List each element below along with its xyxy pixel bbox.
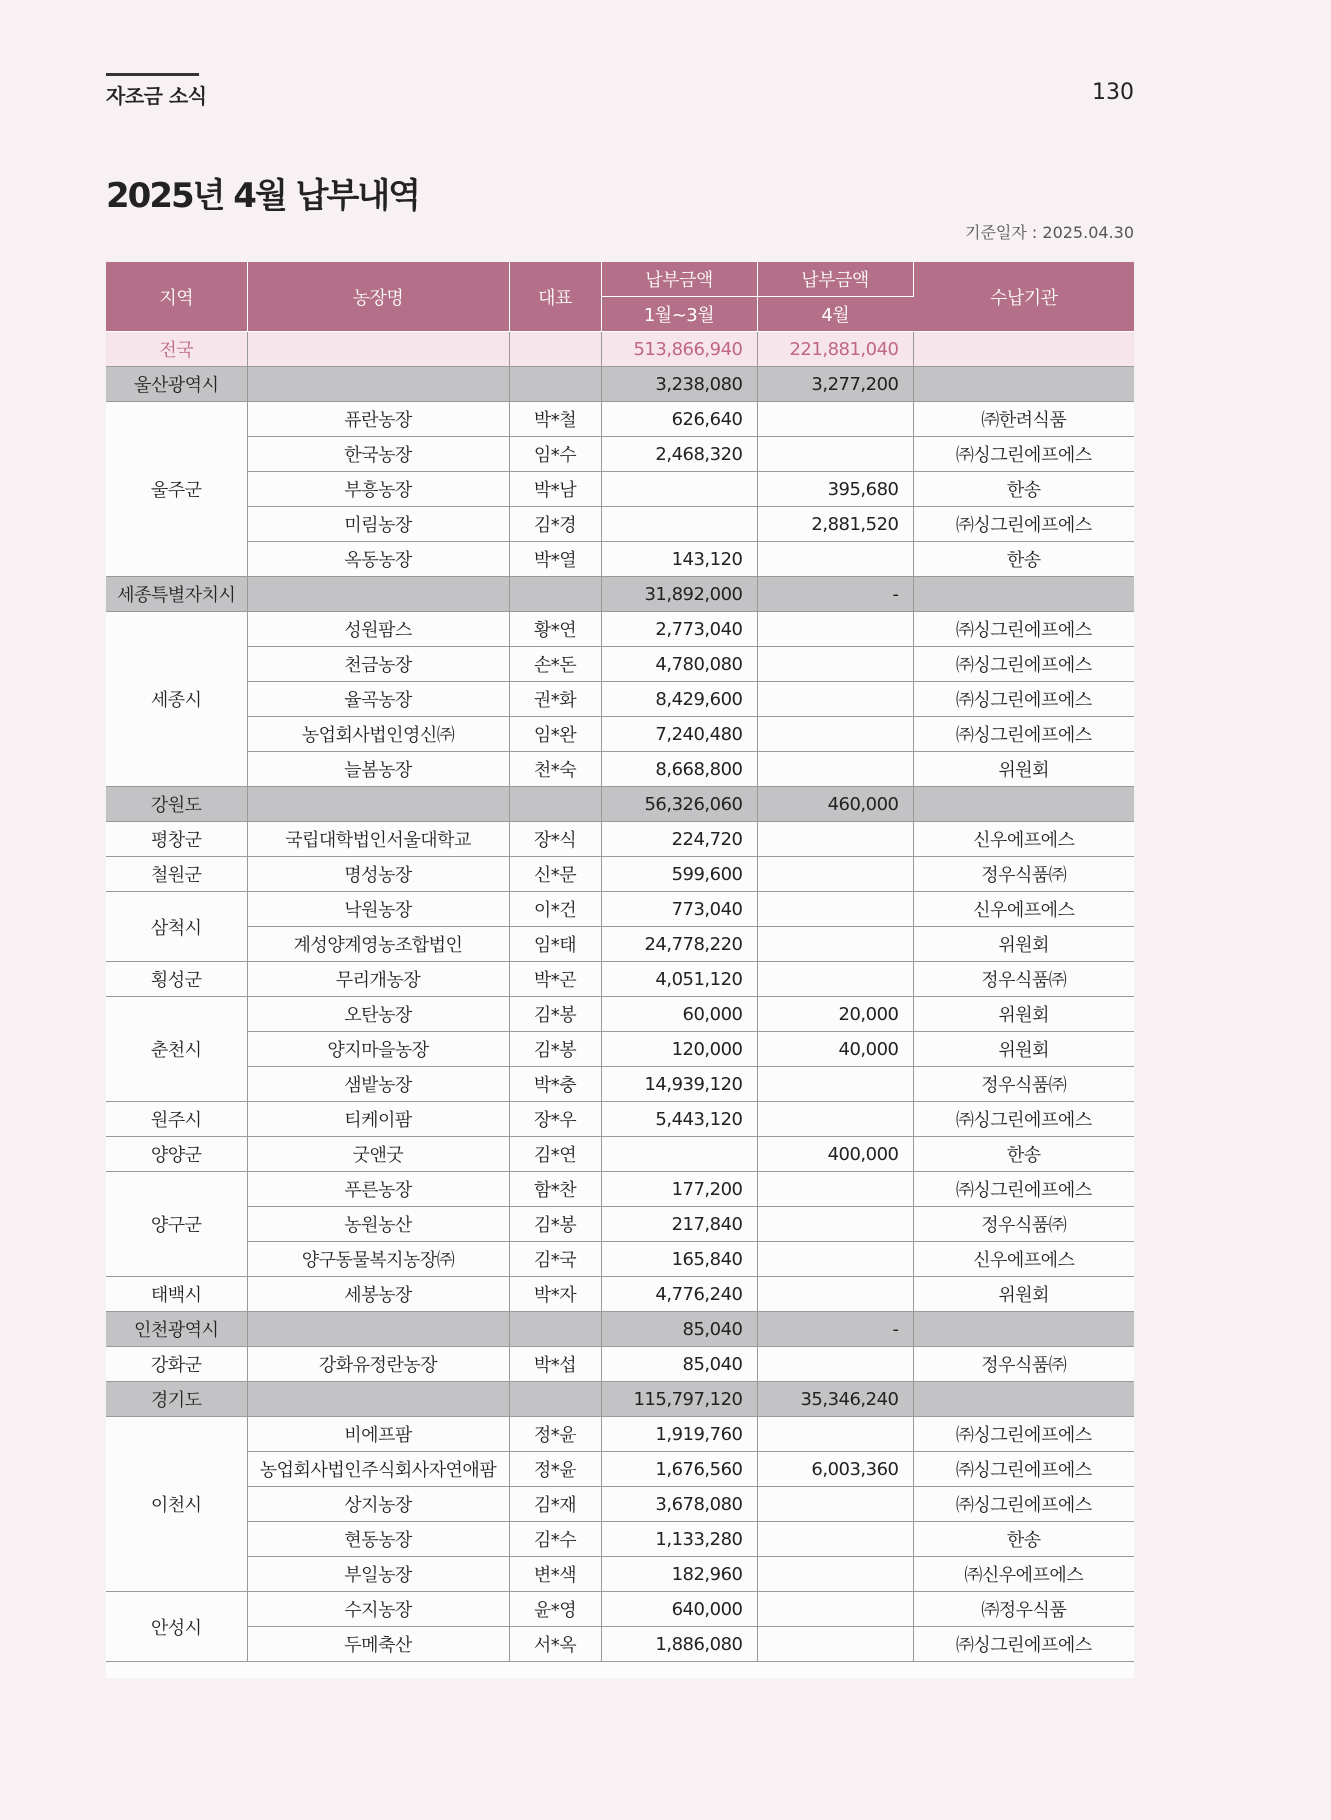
amount-q1-cell: 165,840 [601, 1242, 757, 1277]
amount-q1-cell: 2,773,040 [601, 612, 757, 647]
farm-name-cell: 강화유정란농장 [247, 1347, 509, 1382]
region-cell: 강원도 [106, 787, 247, 822]
representative-cell: 임*수 [509, 437, 601, 472]
representative-cell: 박*충 [509, 1067, 601, 1102]
farm-name-cell: 양지마을농장 [247, 1032, 509, 1067]
agency-cell: ㈜싱그린에프에스 [913, 1172, 1134, 1207]
farm-name-cell: 오탄농장 [247, 997, 509, 1032]
amount-q1-cell: 115,797,120 [601, 1382, 757, 1417]
agency-cell: 위원회 [913, 752, 1134, 787]
farm-name-cell [247, 1312, 509, 1347]
farm-name-cell: 율곡농장 [247, 682, 509, 717]
region-cell: 태백시 [106, 1277, 247, 1312]
province-row [106, 787, 1134, 822]
farm-name-cell: 늘봄농장 [247, 752, 509, 787]
farm-name-cell: 두메축산 [247, 1627, 509, 1662]
agency-cell: 신우에프에스 [913, 1242, 1134, 1277]
farm-name-cell: 농업회사법인영신㈜ [247, 717, 509, 752]
farm-name-cell: 계성양계영농조합법인 [247, 927, 509, 962]
representative-cell: 정*윤 [509, 1417, 601, 1452]
table-row [106, 1137, 1134, 1172]
amount-apr-cell: 3,277,200 [757, 367, 913, 402]
representative-cell: 임*태 [509, 927, 601, 962]
agency-cell: ㈜싱그린에프에스 [913, 717, 1134, 752]
agency-cell [913, 1312, 1134, 1347]
table-row [106, 1242, 1134, 1277]
agency-cell: 위원회 [913, 997, 1134, 1032]
amount-apr-cell [757, 1172, 913, 1207]
agency-cell [913, 577, 1134, 612]
amount-apr-cell: 20,000 [757, 997, 913, 1032]
agency-cell [913, 787, 1134, 822]
table-row [106, 542, 1134, 577]
representative-cell: 정*윤 [509, 1452, 601, 1487]
amount-apr-cell: 395,680 [757, 472, 913, 507]
amount-q1-cell: 1,676,560 [601, 1452, 757, 1487]
table-row [106, 892, 1134, 927]
province-row [106, 367, 1134, 402]
amount-q1-cell: 773,040 [601, 892, 757, 927]
amount-apr-cell [757, 1067, 913, 1102]
amount-apr-cell [757, 822, 913, 857]
region-cell: 울주군 [106, 402, 247, 577]
region-cell: 이천시 [106, 1417, 247, 1592]
amount-apr-cell [757, 962, 913, 997]
table-row [106, 717, 1134, 752]
region-cell: 인천광역시 [106, 1312, 247, 1347]
table-row [106, 402, 1134, 437]
amount-q1-cell: 8,429,600 [601, 682, 757, 717]
header-rule [106, 73, 199, 76]
farm-name-cell [247, 332, 509, 367]
farm-name-cell: 푸른농장 [247, 1172, 509, 1207]
amount-q1-cell: 143,120 [601, 542, 757, 577]
agency-cell: 한송 [913, 1137, 1134, 1172]
agency-cell: ㈜싱그린에프에스 [913, 1102, 1134, 1137]
farm-name-cell: 한국농장 [247, 437, 509, 472]
region-cell: 안성시 [106, 1592, 247, 1662]
page-title: 2025년 4월 납부내역 [106, 176, 420, 216]
region-cell: 전국 [106, 332, 247, 367]
amount-apr-cell [757, 1417, 913, 1452]
amount-apr-cell [757, 1487, 913, 1522]
amount-apr-cell [757, 1242, 913, 1277]
farm-name-cell: 현동농장 [247, 1522, 509, 1557]
table-row [106, 962, 1134, 997]
representative-cell: 김*국 [509, 1242, 601, 1277]
page-number: 130 [1092, 80, 1134, 105]
table-row [106, 1557, 1134, 1592]
representative-cell: 함*찬 [509, 1172, 601, 1207]
agency-cell [913, 1382, 1134, 1417]
amount-apr-cell: 221,881,040 [757, 332, 913, 367]
header-farm: 농장명 [247, 262, 509, 332]
agency-cell: 정우식품㈜ [913, 1207, 1134, 1242]
agency-cell: ㈜한려식품 [913, 402, 1134, 437]
agency-cell: ㈜싱그린에프에스 [913, 682, 1134, 717]
representative-cell: 김*재 [509, 1487, 601, 1522]
representative-cell [509, 1382, 601, 1417]
farm-name-cell: 국립대학법인서울대학교 [247, 822, 509, 857]
agency-cell: 위원회 [913, 1032, 1134, 1067]
region-cell: 평창군 [106, 822, 247, 857]
header-period-apr: 4월 [757, 297, 913, 332]
amount-apr-cell: 40,000 [757, 1032, 913, 1067]
table-body [106, 332, 1134, 1662]
farm-name-cell: 농업회사법인주식회사자연애팜 [247, 1452, 509, 1487]
representative-cell: 이*건 [509, 892, 601, 927]
region-cell: 울산광역시 [106, 367, 247, 402]
representative-cell: 박*열 [509, 542, 601, 577]
header-amount-1: 납부금액 [601, 262, 757, 297]
farm-name-cell: 천금농장 [247, 647, 509, 682]
amount-q1-cell: 3,238,080 [601, 367, 757, 402]
amount-q1-cell: 3,678,080 [601, 1487, 757, 1522]
amount-q1-cell: 599,600 [601, 857, 757, 892]
header-rep: 대표 [509, 262, 601, 332]
agency-cell: 한송 [913, 542, 1134, 577]
table-row [106, 472, 1134, 507]
amount-apr-cell [757, 612, 913, 647]
table-row [106, 822, 1134, 857]
agency-cell: 정우식품㈜ [913, 857, 1134, 892]
agency-cell: 위원회 [913, 927, 1134, 962]
amount-q1-cell: 4,780,080 [601, 647, 757, 682]
region-cell: 횡성군 [106, 962, 247, 997]
farm-name-cell [247, 787, 509, 822]
representative-cell: 박*철 [509, 402, 601, 437]
region-cell: 원주시 [106, 1102, 247, 1137]
farm-name-cell: 옥동농장 [247, 542, 509, 577]
table-row [106, 857, 1134, 892]
agency-cell: 한송 [913, 1522, 1134, 1557]
amount-q1-cell: 1,133,280 [601, 1522, 757, 1557]
amount-apr-cell: 460,000 [757, 787, 913, 822]
agency-cell: 정우식품㈜ [913, 962, 1134, 997]
representative-cell: 장*식 [509, 822, 601, 857]
table-row [106, 997, 1134, 1032]
agency-cell: ㈜싱그린에프에스 [913, 507, 1134, 542]
amount-apr-cell: 2,881,520 [757, 507, 913, 542]
representative-cell: 김*수 [509, 1522, 601, 1557]
amount-apr-cell: 35,346,240 [757, 1382, 913, 1417]
agency-cell: 위원회 [913, 1277, 1134, 1312]
representative-cell [509, 1312, 601, 1347]
representative-cell: 김*경 [509, 507, 601, 542]
amount-apr-cell [757, 1522, 913, 1557]
amount-apr-cell [757, 402, 913, 437]
header-amount-2: 납부금액 [757, 262, 913, 297]
agency-cell: ㈜싱그린에프에스 [913, 437, 1134, 472]
representative-cell: 김*연 [509, 1137, 601, 1172]
representative-cell: 임*완 [509, 717, 601, 752]
farm-name-cell: 티케이팜 [247, 1102, 509, 1137]
amount-q1-cell: 182,960 [601, 1557, 757, 1592]
amount-q1-cell [601, 1137, 757, 1172]
farm-name-cell: 무리개농장 [247, 962, 509, 997]
representative-cell: 황*연 [509, 612, 601, 647]
table-row [106, 1487, 1134, 1522]
farm-name-cell: 부흥농장 [247, 472, 509, 507]
farm-name-cell: 명성농장 [247, 857, 509, 892]
agency-cell: ㈜싱그린에프에스 [913, 647, 1134, 682]
amount-apr-cell [757, 857, 913, 892]
amount-apr-cell [757, 752, 913, 787]
representative-cell [509, 332, 601, 367]
table-row [106, 507, 1134, 542]
representative-cell [509, 577, 601, 612]
table-row [106, 1102, 1134, 1137]
representative-cell: 손*돈 [509, 647, 601, 682]
representative-cell: 윤*영 [509, 1592, 601, 1627]
region-cell: 강화군 [106, 1347, 247, 1382]
amount-apr-cell [757, 1207, 913, 1242]
province-row [106, 1312, 1134, 1347]
region-cell: 철원군 [106, 857, 247, 892]
representative-cell: 장*우 [509, 1102, 601, 1137]
amount-apr-cell [757, 647, 913, 682]
amount-apr-cell [757, 437, 913, 472]
region-cell: 세종특별자치시 [106, 577, 247, 612]
province-row [106, 1382, 1134, 1417]
table-row [106, 682, 1134, 717]
amount-apr-cell [757, 717, 913, 752]
region-cell: 양구군 [106, 1172, 247, 1277]
amount-q1-cell: 56,326,060 [601, 787, 757, 822]
header-region: 지역 [106, 262, 247, 332]
table-header [106, 262, 1134, 332]
farm-name-cell: 세봉농장 [247, 1277, 509, 1312]
representative-cell: 박*남 [509, 472, 601, 507]
amount-apr-cell [757, 1627, 913, 1662]
amount-apr-cell [757, 1102, 913, 1137]
agency-cell [913, 367, 1134, 402]
amount-q1-cell: 120,000 [601, 1032, 757, 1067]
table-row [106, 1627, 1134, 1662]
amount-apr-cell [757, 1277, 913, 1312]
table-row [106, 752, 1134, 787]
region-cell: 삼척시 [106, 892, 247, 962]
farm-name-cell: 양구동물복지농장㈜ [247, 1242, 509, 1277]
amount-apr-cell [757, 1347, 913, 1382]
table-row [106, 437, 1134, 472]
region-cell: 세종시 [106, 612, 247, 787]
representative-cell [509, 367, 601, 402]
header-period-q1: 1월~3월 [601, 297, 757, 332]
amount-q1-cell: 24,778,220 [601, 927, 757, 962]
representative-cell: 김*봉 [509, 1032, 601, 1067]
header-agency: 수납기관 [913, 262, 1134, 332]
amount-q1-cell: 217,840 [601, 1207, 757, 1242]
representative-cell: 김*봉 [509, 1207, 601, 1242]
farm-name-cell: 부일농장 [247, 1557, 509, 1592]
farm-name-cell: 상지농장 [247, 1487, 509, 1522]
table-row [106, 612, 1134, 647]
representative-cell: 김*봉 [509, 997, 601, 1032]
table-row [106, 1417, 1134, 1452]
amount-q1-cell: 626,640 [601, 402, 757, 437]
agency-cell: 한송 [913, 472, 1134, 507]
agency-cell: ㈜정우식품 [913, 1592, 1134, 1627]
farm-name-cell: 굿앤굿 [247, 1137, 509, 1172]
amount-q1-cell: 4,051,120 [601, 962, 757, 997]
amount-q1-cell: 60,000 [601, 997, 757, 1032]
table-row [106, 1067, 1134, 1102]
agency-cell: 신우에프에스 [913, 822, 1134, 857]
amount-apr-cell [757, 1557, 913, 1592]
table-row [106, 1347, 1134, 1382]
representative-cell: 서*옥 [509, 1627, 601, 1662]
agency-cell: ㈜싱그린에프에스 [913, 612, 1134, 647]
province-row [106, 577, 1134, 612]
amount-q1-cell [601, 472, 757, 507]
farm-name-cell: 퓨란농장 [247, 402, 509, 437]
farm-name-cell [247, 577, 509, 612]
amount-q1-cell: 177,200 [601, 1172, 757, 1207]
region-cell: 춘천시 [106, 997, 247, 1102]
representative-cell: 신*문 [509, 857, 601, 892]
farm-name-cell: 샘밭농장 [247, 1067, 509, 1102]
amount-q1-cell: 513,866,940 [601, 332, 757, 367]
farm-name-cell: 농원농산 [247, 1207, 509, 1242]
farm-name-cell: 미림농장 [247, 507, 509, 542]
agency-cell: 신우에프에스 [913, 892, 1134, 927]
total-row [106, 332, 1134, 367]
agency-cell: ㈜싱그린에프에스 [913, 1487, 1134, 1522]
amount-apr-cell: 6,003,360 [757, 1452, 913, 1487]
representative-cell: 천*숙 [509, 752, 601, 787]
section-label: 자조금 소식 [106, 84, 207, 108]
farm-name-cell [247, 1382, 509, 1417]
agency-cell: 정우식품㈜ [913, 1347, 1134, 1382]
table-row [106, 1522, 1134, 1557]
payment-table-container [106, 262, 1134, 1678]
amount-q1-cell: 224,720 [601, 822, 757, 857]
agency-cell: ㈜싱그린에프에스 [913, 1627, 1134, 1662]
amount-q1-cell: 8,668,800 [601, 752, 757, 787]
farm-name-cell: 수지농장 [247, 1592, 509, 1627]
amount-q1-cell [601, 507, 757, 542]
representative-cell: 권*화 [509, 682, 601, 717]
table-row [106, 1277, 1134, 1312]
payment-table [106, 262, 1134, 1662]
amount-q1-cell: 1,919,760 [601, 1417, 757, 1452]
table-row [106, 1032, 1134, 1067]
table-row [106, 647, 1134, 682]
amount-apr-cell: 400,000 [757, 1137, 913, 1172]
region-cell: 경기도 [106, 1382, 247, 1417]
agency-cell: ㈜싱그린에프에스 [913, 1452, 1134, 1487]
representative-cell: 변*색 [509, 1557, 601, 1592]
farm-name-cell: 낙원농장 [247, 892, 509, 927]
farm-name-cell: 성원팜스 [247, 612, 509, 647]
amount-q1-cell: 2,468,320 [601, 437, 757, 472]
agency-cell: 정우식품㈜ [913, 1067, 1134, 1102]
amount-q1-cell: 14,939,120 [601, 1067, 757, 1102]
amount-apr-cell [757, 542, 913, 577]
agency-cell [913, 332, 1134, 367]
representative-cell: 박*자 [509, 1277, 601, 1312]
table-row [106, 927, 1134, 962]
amount-apr-cell: - [757, 1312, 913, 1347]
amount-q1-cell: 640,000 [601, 1592, 757, 1627]
amount-q1-cell: 85,040 [601, 1347, 757, 1382]
amount-apr-cell [757, 927, 913, 962]
amount-q1-cell: 1,886,080 [601, 1627, 757, 1662]
base-date: 기준일자 : 2025.04.30 [965, 223, 1134, 242]
amount-q1-cell: 5,443,120 [601, 1102, 757, 1137]
region-cell: 양양군 [106, 1137, 247, 1172]
amount-q1-cell: 31,892,000 [601, 577, 757, 612]
amount-apr-cell [757, 1592, 913, 1627]
table-row [106, 1207, 1134, 1242]
agency-cell: ㈜신우에프에스 [913, 1557, 1134, 1592]
representative-cell: 박*곤 [509, 962, 601, 997]
amount-q1-cell: 85,040 [601, 1312, 757, 1347]
agency-cell: ㈜싱그린에프에스 [913, 1417, 1134, 1452]
amount-apr-cell [757, 682, 913, 717]
farm-name-cell: 비에프팜 [247, 1417, 509, 1452]
amount-apr-cell: - [757, 577, 913, 612]
amount-apr-cell [757, 892, 913, 927]
table-row [106, 1452, 1134, 1487]
table-row [106, 1172, 1134, 1207]
amount-q1-cell: 4,776,240 [601, 1277, 757, 1312]
table-row [106, 1592, 1134, 1627]
farm-name-cell [247, 367, 509, 402]
representative-cell [509, 787, 601, 822]
representative-cell: 박*섭 [509, 1347, 601, 1382]
amount-q1-cell: 7,240,480 [601, 717, 757, 752]
